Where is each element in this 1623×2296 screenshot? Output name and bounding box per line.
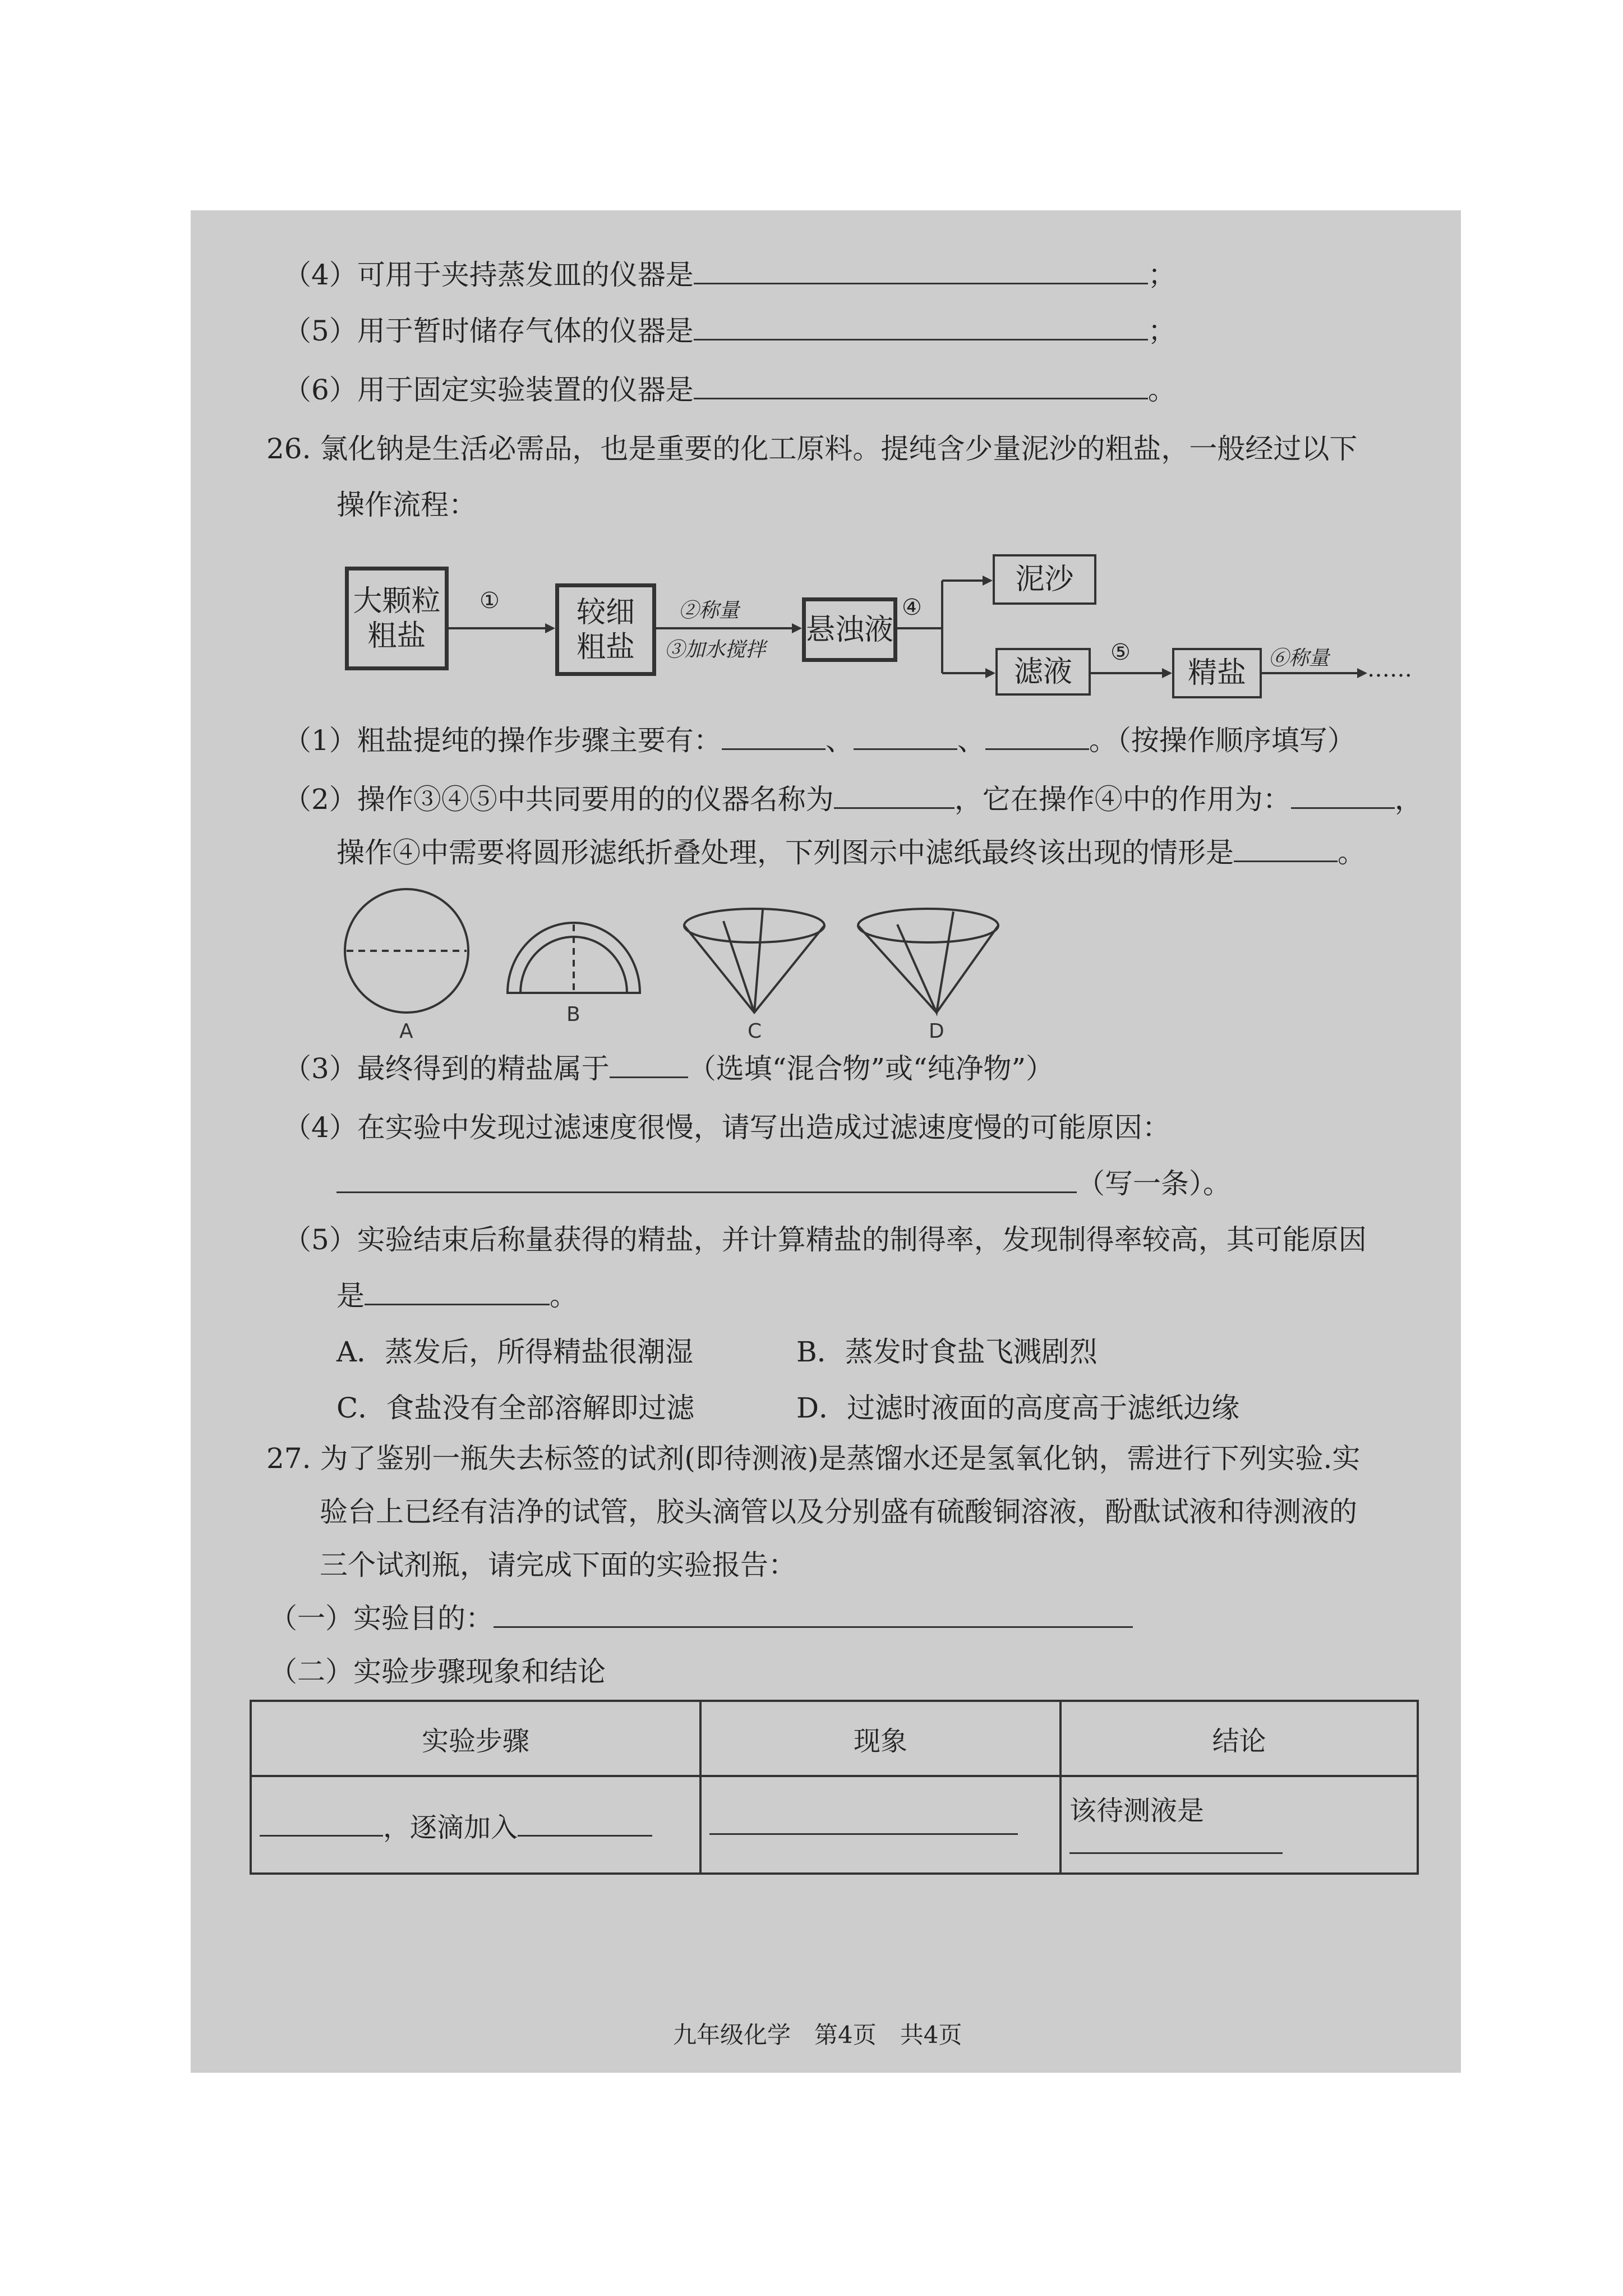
cell-text: 该待测液是 <box>1069 1795 1205 1826</box>
question-text: （3）最终得到的精盐属于 <box>283 1052 610 1085</box>
flow-step-label: ②称量 <box>679 599 740 622</box>
table-header-row <box>251 1701 1418 1776</box>
figure-d-cone-rim <box>858 909 998 942</box>
question-text: 为了鉴别一瓶失去标签的试剂(即待测液)是蒸馏水还是氢氧化钠，需进行下列实验.实 <box>320 1442 1361 1475</box>
q26-part5: （5）实验结束后称量获得的精盐，并计算精盐的制得率，发现制得率较高，其可能原因 <box>283 1223 1367 1256</box>
question-text: （写一条）。 <box>1077 1167 1231 1200</box>
question-text: （2）操作③④⑤中共同要用的的仪器名称为 <box>283 783 834 816</box>
figure-label-a: A <box>399 1020 413 1043</box>
punctuation: 。 <box>1147 374 1176 406</box>
flow-step-label: ④ <box>902 595 922 620</box>
cell-phenomenon <box>700 1776 1061 1874</box>
question-text: 。（按操作顺序填写） <box>1089 724 1355 757</box>
flow-box-label: 大颗粒 <box>353 584 441 618</box>
header-steps: 实验步骤 <box>251 1701 700 1776</box>
flow-box-label: 较细 <box>576 595 635 629</box>
question-text: 用于暂时储存气体的仪器是 <box>357 315 694 347</box>
option-c: C．食盐没有全部溶解即过滤 <box>336 1392 695 1424</box>
item-number: （4） <box>283 259 357 291</box>
flow-box-label: 悬浊液 <box>806 613 894 647</box>
q26-part3 <box>283 1052 1054 1085</box>
option-a: A．蒸发后，所得精盐很潮湿 <box>336 1336 694 1368</box>
answer-blank[interactable] <box>722 724 826 750</box>
figure-c-cone-rim <box>684 909 824 942</box>
q27-steps-title: （二）实验步骤现象和结论 <box>269 1655 606 1688</box>
filter-paper-figures <box>336 886 1066 1055</box>
q26-part2 <box>283 783 1423 816</box>
q27-stem-line1 <box>266 1442 1360 1475</box>
question-number: 27. <box>266 1442 311 1475</box>
figure-label-b: B <box>566 1003 580 1026</box>
figure-d-fold <box>897 912 953 1013</box>
punctuation: ； <box>1147 315 1176 347</box>
answer-blank[interactable] <box>1234 836 1338 862</box>
punctuation: ； <box>1147 259 1176 291</box>
flow-box-label: 粗盐 <box>367 619 426 653</box>
flow-step-label: ① <box>479 588 500 614</box>
flow-box-label: 滤液 <box>1013 655 1072 689</box>
flow-box-label: 粗盐 <box>576 630 635 664</box>
flow-step-label: ⑤ <box>1110 639 1131 665</box>
question-text: 操作④中需要将圆形滤纸折叠处理，下列图示中滤纸最终该出现的情形是 <box>336 836 1234 869</box>
q26-part1 <box>283 724 1355 757</box>
answer-blank[interactable] <box>336 1167 1077 1193</box>
header-conclusion: 结论 <box>1061 1701 1418 1776</box>
separator: 、 <box>825 724 854 757</box>
q27-stem-line3: 三个试剂瓶，请完成下面的实验报告： <box>320 1549 796 1581</box>
question-text: 用于固定实验装置的仪器是 <box>357 374 694 406</box>
option-d: D．过滤时液面的高度高于滤纸边缘 <box>796 1392 1240 1424</box>
q26-part4-line2 <box>336 1167 1231 1200</box>
punctuation: ， <box>1394 783 1423 816</box>
answer-blank[interactable] <box>709 1809 1018 1835</box>
separator: 、 <box>957 724 985 757</box>
cell-steps <box>251 1776 700 1874</box>
figure-label-c: C <box>748 1020 762 1043</box>
flow-step-label: ⑥称量 <box>1269 647 1330 670</box>
experiment-report-table <box>250 1700 1419 1875</box>
question-text: ，它在操作④中的作用为： <box>954 783 1291 816</box>
q26-part5-line2 <box>336 1279 578 1313</box>
figure-label-d: D <box>929 1020 944 1043</box>
page-footer: 九年级化学 第4页 共4页 <box>673 2021 962 2049</box>
q27-purpose <box>269 1602 1133 1635</box>
item-number: （5） <box>283 315 357 347</box>
flow-step-label: ③加水搅拌 <box>665 638 766 661</box>
question-number: 26. <box>266 432 311 465</box>
q27-stem-line2: 验台上已经有洁净的试管，胶头滴管以及分别盛有硫酸铜溶液，酚酞试液和待测液的 <box>320 1496 1357 1528</box>
q26-part4: （4）在实验中发现过滤速度很慢，请写出造成过滤速度慢的可能原因： <box>283 1111 1170 1144</box>
flow-arrows <box>0 0 1623 729</box>
cell-conclusion <box>1061 1776 1418 1874</box>
q26-stem-line2: 操作流程： <box>336 489 477 521</box>
answer-blank[interactable] <box>494 1602 1133 1628</box>
cell-text: ，逐滴加入 <box>383 1811 518 1843</box>
answer-blank[interactable] <box>1069 1828 1283 1854</box>
question-text: 氯化钠是生活必需品，也是重要的化工原料。提纯含少量泥沙的粗盐，一般经过以下 <box>320 432 1358 465</box>
question-text: 是 <box>336 1280 365 1312</box>
question-text: （一）实验目的： <box>269 1602 494 1635</box>
flow-ellipsis: …… <box>1367 656 1412 682</box>
option-b: B．蒸发时食盐飞溅剧烈 <box>796 1336 1098 1368</box>
answer-blank[interactable] <box>518 1810 652 1837</box>
header-phenomenon: 现象 <box>700 1701 1061 1776</box>
flow-box-label: 泥沙 <box>1015 563 1074 596</box>
punctuation: 。 <box>1338 836 1366 869</box>
answer-blank[interactable] <box>260 1810 383 1837</box>
punctuation: 。 <box>550 1280 578 1312</box>
answer-blank[interactable] <box>854 724 957 750</box>
flow-box-label: 精盐 <box>1187 656 1246 690</box>
answer-blank[interactable] <box>1291 783 1395 809</box>
table-row <box>251 1776 1418 1874</box>
answer-blank[interactable] <box>985 724 1089 750</box>
answer-blank[interactable] <box>834 783 955 809</box>
answer-blank[interactable] <box>365 1279 550 1305</box>
q26-part2-line2 <box>336 836 1366 869</box>
answer-blank[interactable] <box>610 1052 688 1078</box>
question-text: 可用于夹持蒸发皿的仪器是 <box>357 259 694 291</box>
question-text: （选填“混合物”或“纯净物”） <box>688 1052 1054 1085</box>
figure-b-semicircle <box>508 923 640 993</box>
item-number: （6） <box>283 374 357 406</box>
question-text: （1）粗盐提纯的操作步骤主要有： <box>283 724 722 757</box>
